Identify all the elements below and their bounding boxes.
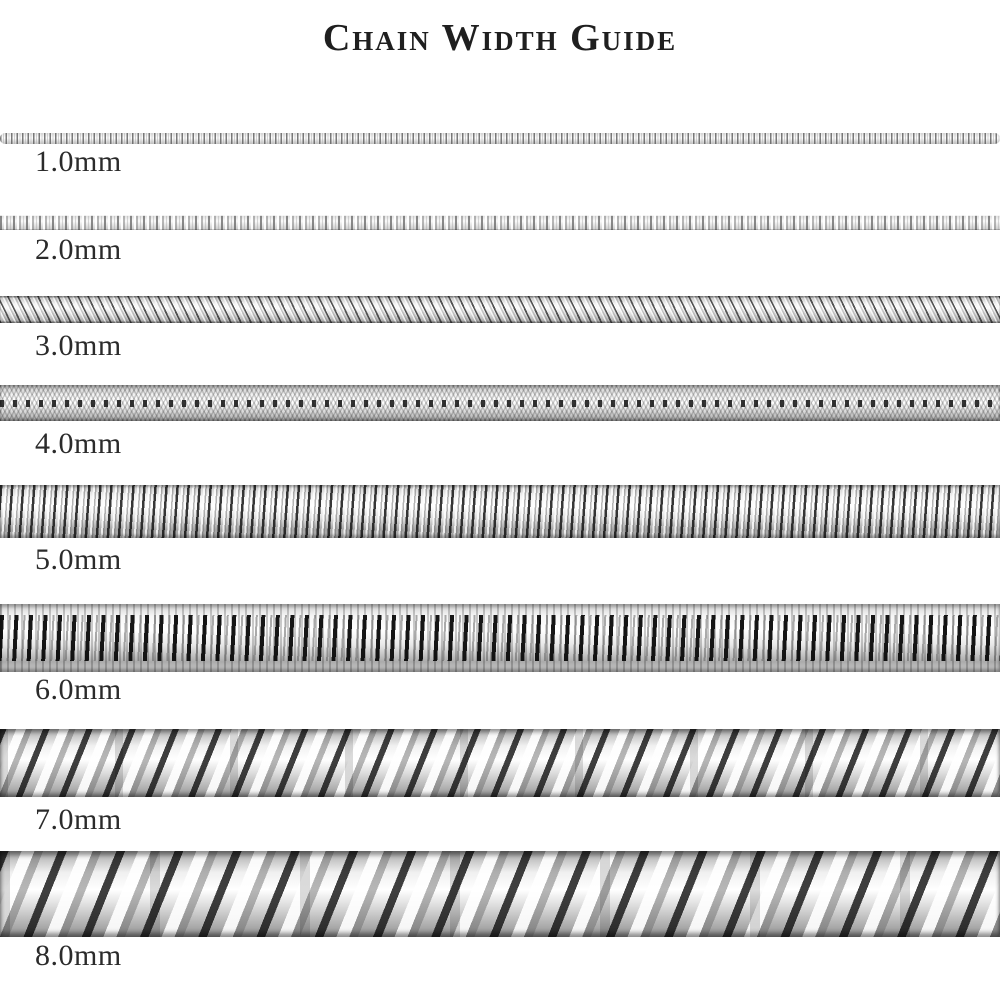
chain-image-1-0mm-cable [0,133,1000,144]
chain-width-label-8-0mm: 8.0mm [35,939,122,972]
chain-width-label-5-0mm: 5.0mm [35,543,122,576]
chain-image-8-0mm-rope [0,851,1000,937]
chain-width-label-7-0mm: 7.0mm [35,803,122,836]
chain-image-6-0mm-snake [0,604,1000,672]
chain-width-label-2-0mm: 2.0mm [35,233,122,266]
chain-width-label-6-0mm: 6.0mm [35,673,122,706]
chain-width-label-1-0mm: 1.0mm [35,145,122,178]
chain-width-label-3-0mm: 3.0mm [35,329,122,362]
page-title: Chain Width Guide [322,17,678,59]
chain-image-3-0mm-snake [0,296,1000,323]
chain-image-2-0mm-box [0,215,1000,230]
chain-image-5-0mm-snake [0,485,1000,538]
chain-width-label-4-0mm: 4.0mm [35,427,122,460]
chain-image-7-0mm-rope [0,729,1000,797]
chain-image-4-0mm-snake [0,385,1000,421]
